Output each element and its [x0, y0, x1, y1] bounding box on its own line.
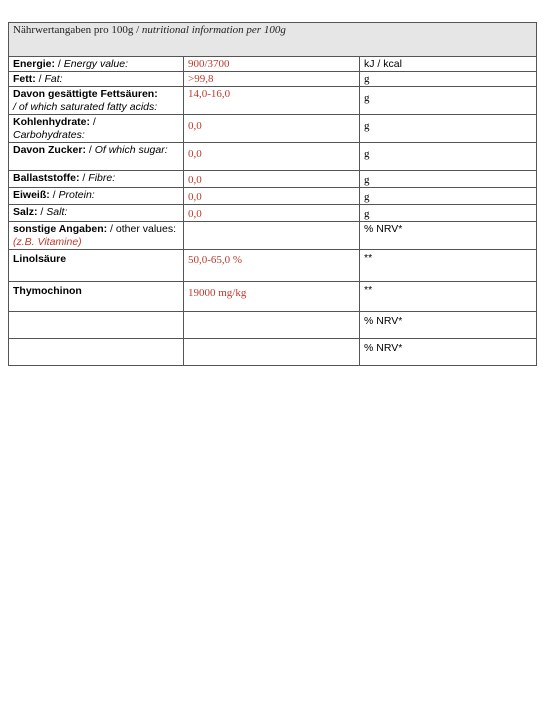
row-value: 19000 mg/kg	[184, 282, 360, 312]
row-value: 0,0	[184, 115, 360, 143]
row-label: Energie: / Energy value:	[9, 57, 184, 72]
row-unit: **	[360, 250, 537, 282]
row-value: 0,0	[184, 188, 360, 205]
row-value: 900/3700	[184, 57, 360, 72]
table-row	[9, 115, 537, 143]
row-unit: g	[360, 171, 537, 188]
row-unit: g	[360, 143, 537, 171]
row-label: Fett: / Fat:	[9, 72, 184, 87]
row-label: Kohlenhydrate: / Carbohydrates:	[9, 115, 184, 143]
row-label	[9, 339, 184, 366]
row-value: 50,0-65,0 %	[184, 250, 360, 282]
header-title-de: Nährwertangaben pro 100g /	[13, 24, 140, 36]
row-label	[9, 312, 184, 339]
row-value	[184, 222, 360, 250]
row-unit: % NRV*	[360, 312, 537, 339]
nutrition-table	[8, 22, 537, 366]
row-value	[184, 339, 360, 366]
table-row	[9, 312, 537, 339]
table-row	[9, 87, 537, 115]
row-unit: g	[360, 87, 537, 115]
row-label: Thymochinon	[9, 282, 184, 312]
row-unit: **	[360, 282, 537, 312]
row-unit: g	[360, 205, 537, 222]
table-row	[9, 282, 537, 312]
row-label: Davon gesättigte Fettsäuren: / of which saturated fatty acids:	[9, 87, 184, 115]
row-value: 0,0	[184, 171, 360, 188]
row-label: Salz: / Salt:	[9, 205, 184, 222]
table-row	[9, 222, 537, 250]
row-label: sonstige Angaben: / other values: (z.B. Vitamine)	[9, 222, 184, 250]
table-row	[9, 339, 537, 366]
row-label: Eiweiß: / Protein:	[9, 188, 184, 205]
row-unit: % NRV*	[360, 339, 537, 366]
row-value: 0,0	[184, 205, 360, 222]
table-row	[9, 250, 537, 282]
row-label: Ballaststoffe: / Fibre:	[9, 171, 184, 188]
table-header-cell	[9, 23, 537, 57]
table-row	[9, 205, 537, 222]
table-row	[9, 57, 537, 72]
row-unit: g	[360, 115, 537, 143]
header-title-en: nutritional information per 100g	[141, 24, 286, 36]
table-row	[9, 171, 537, 188]
row-label: Linolsäure	[9, 250, 184, 282]
row-value: >99,8	[184, 72, 360, 87]
table-row	[9, 188, 537, 205]
row-value: 14,0-16,0	[184, 87, 360, 115]
table-row	[9, 72, 537, 87]
table-row	[9, 143, 537, 171]
table-header-row	[9, 23, 537, 57]
row-value: 0,0	[184, 143, 360, 171]
row-unit: g	[360, 72, 537, 87]
row-unit: kJ / kcal	[360, 57, 537, 72]
row-unit: % NRV*	[360, 222, 537, 250]
row-label: Davon Zucker: / Of which sugar:	[9, 143, 184, 171]
row-value	[184, 312, 360, 339]
row-unit: g	[360, 188, 537, 205]
